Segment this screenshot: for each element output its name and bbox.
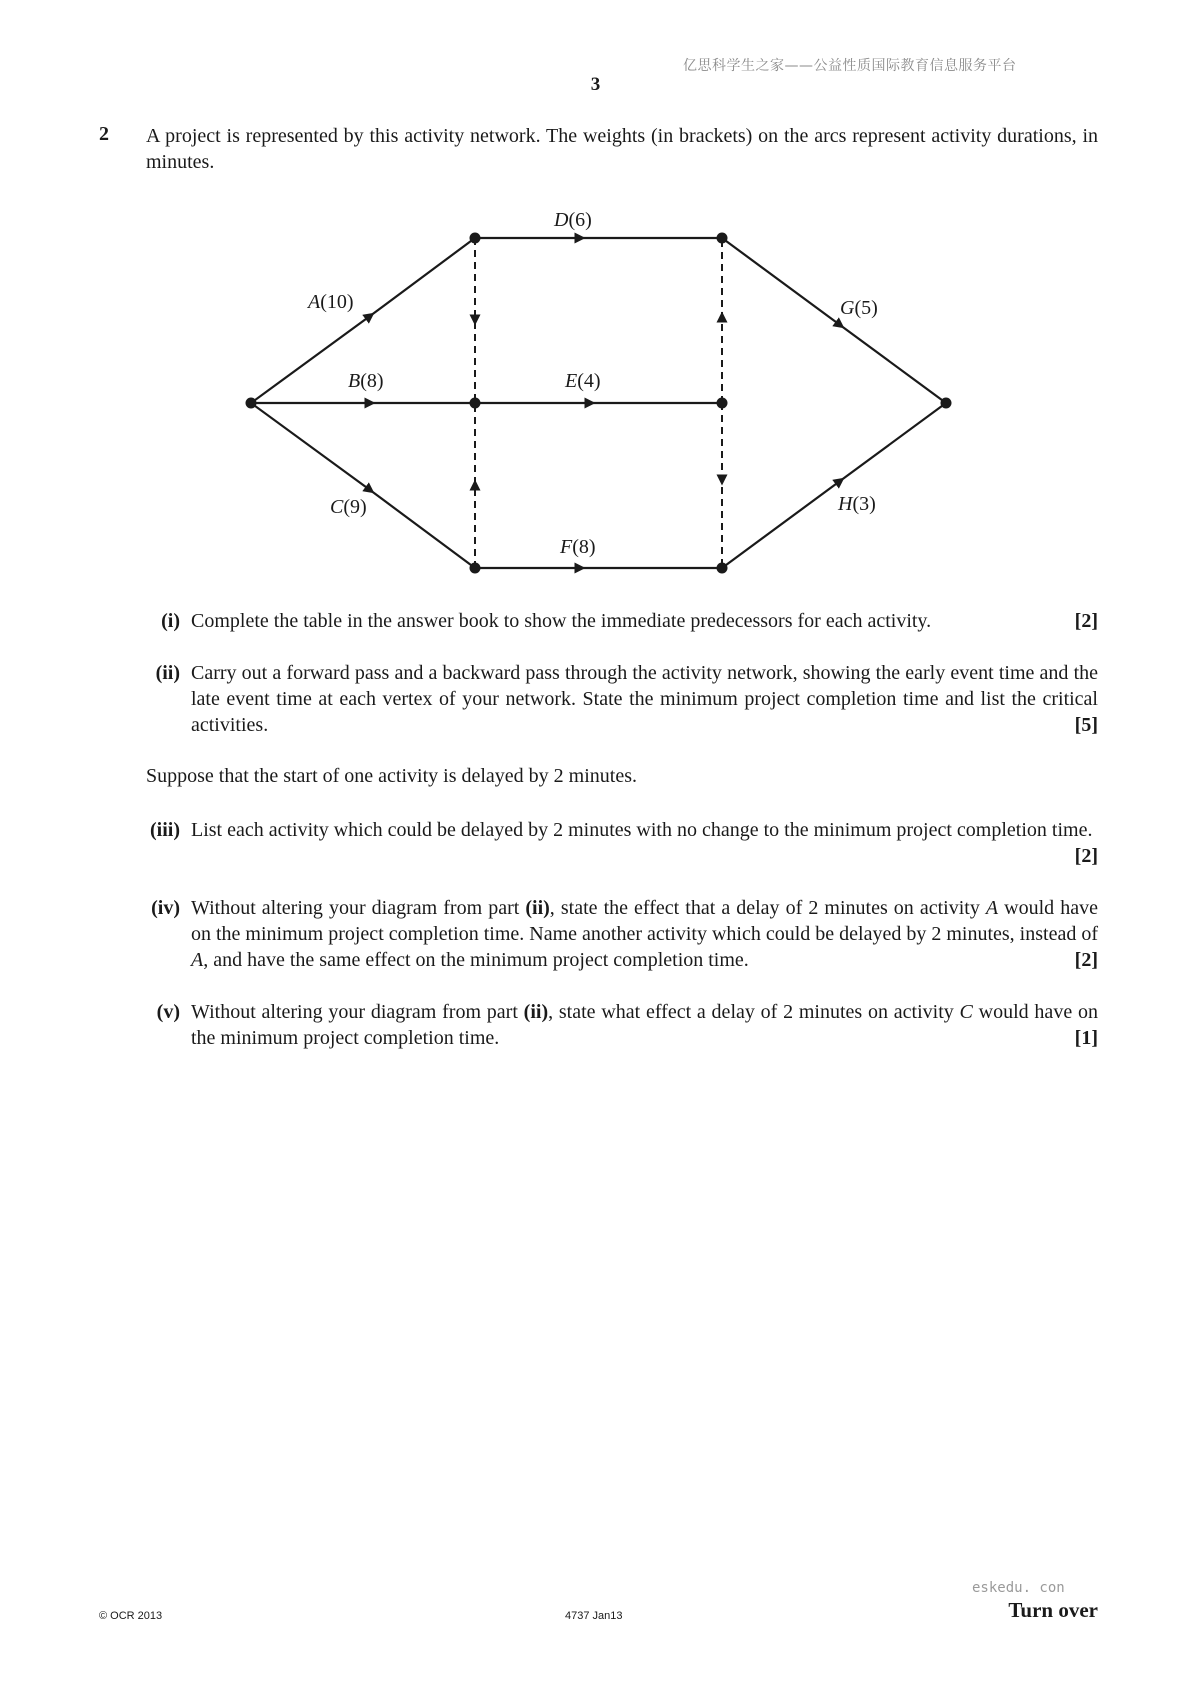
- label-d: D(6): [554, 209, 592, 231]
- question-number: 2: [99, 123, 109, 145]
- part-text: Complete the table in the answer book to show the immediate predecessors for each activity.: [191, 610, 932, 632]
- part-i: [146, 608, 1098, 634]
- part-v: [146, 999, 1098, 1051]
- part-text: Without altering your diagram from part (ii), state the effect that a delay of 2 minutes on activity A would have on the minimum project completion time. Name another activity which could be delayed by 2 minutes, instead of A, and have the same effect on the minimum project completion time.: [191, 897, 1098, 971]
- node: [470, 233, 481, 244]
- turn-over-label: Turn over: [1008, 1598, 1098, 1622]
- header-watermark: 亿思科学生之家——公益性质国际教育信息服务平台: [683, 58, 1017, 74]
- part-mark: [2]: [1074, 949, 1098, 971]
- part-ii: [146, 660, 1098, 738]
- part-reference: (ii): [525, 897, 550, 919]
- question-intro: A project is represented by this activity network. The weights (in brackets) on the arcs represent activity durations, in minutes.: [146, 125, 1098, 173]
- copyright-notice: © OCR 2013: [99, 1610, 163, 1622]
- part-mark: [5]: [1074, 714, 1098, 736]
- node: [717, 563, 728, 574]
- activity-ref: C: [959, 1001, 973, 1023]
- activity-ref: A: [985, 897, 999, 919]
- label-e: E(4): [565, 370, 601, 392]
- part-label: (v): [156, 1001, 180, 1023]
- paper-code: 4737 Jan13: [565, 1610, 623, 1622]
- label-b: B(8): [348, 370, 384, 392]
- part-label: (ii): [155, 662, 180, 684]
- page-number: 3: [590, 74, 601, 95]
- part-mark: [2]: [1074, 610, 1098, 632]
- part-label: (i): [161, 610, 180, 632]
- label-c: C(9): [330, 496, 367, 518]
- node: [717, 398, 728, 409]
- node-end: [941, 398, 952, 409]
- activity-network-diagram: [230, 200, 970, 580]
- footer-watermark: eskedu. con: [972, 1580, 1065, 1596]
- part-reference: (ii): [523, 1001, 549, 1023]
- label-f: F(8): [560, 536, 596, 558]
- node: [470, 563, 481, 574]
- part-text: List each activity which could be delayed by 2 minutes with no change to the minimum project completion time.: [191, 819, 1093, 841]
- arc-c: [251, 403, 475, 568]
- part-mark: [1]: [1074, 1027, 1098, 1049]
- node: [470, 398, 481, 409]
- activity-ref: A: [191, 949, 204, 971]
- part-text: Carry out a forward pass and a backward pass through the activity network, showing the early event time and the late event time at each vertex of your network. State the minimum project completion time and list the critical activities.: [191, 662, 1098, 736]
- suppose-statement: Suppose that the start of one activity is delayed by 2 minutes.: [146, 765, 638, 787]
- part-label: (iv): [151, 897, 180, 919]
- arc-h: [722, 403, 946, 568]
- part-iii: [146, 817, 1098, 869]
- part-text: Without altering your diagram from part (ii), state what effect a delay of 2 minutes on activity C would have on the minimum project completion time.: [191, 1001, 1098, 1049]
- node: [717, 233, 728, 244]
- label-a: A(10): [308, 291, 354, 313]
- arc-g: [722, 238, 946, 403]
- label-h: H(3): [838, 493, 876, 515]
- label-g: G(5): [840, 297, 878, 319]
- node-start: [246, 398, 257, 409]
- part-iv: [146, 895, 1098, 973]
- part-mark: [2]: [1074, 845, 1098, 867]
- part-label: (iii): [150, 819, 180, 841]
